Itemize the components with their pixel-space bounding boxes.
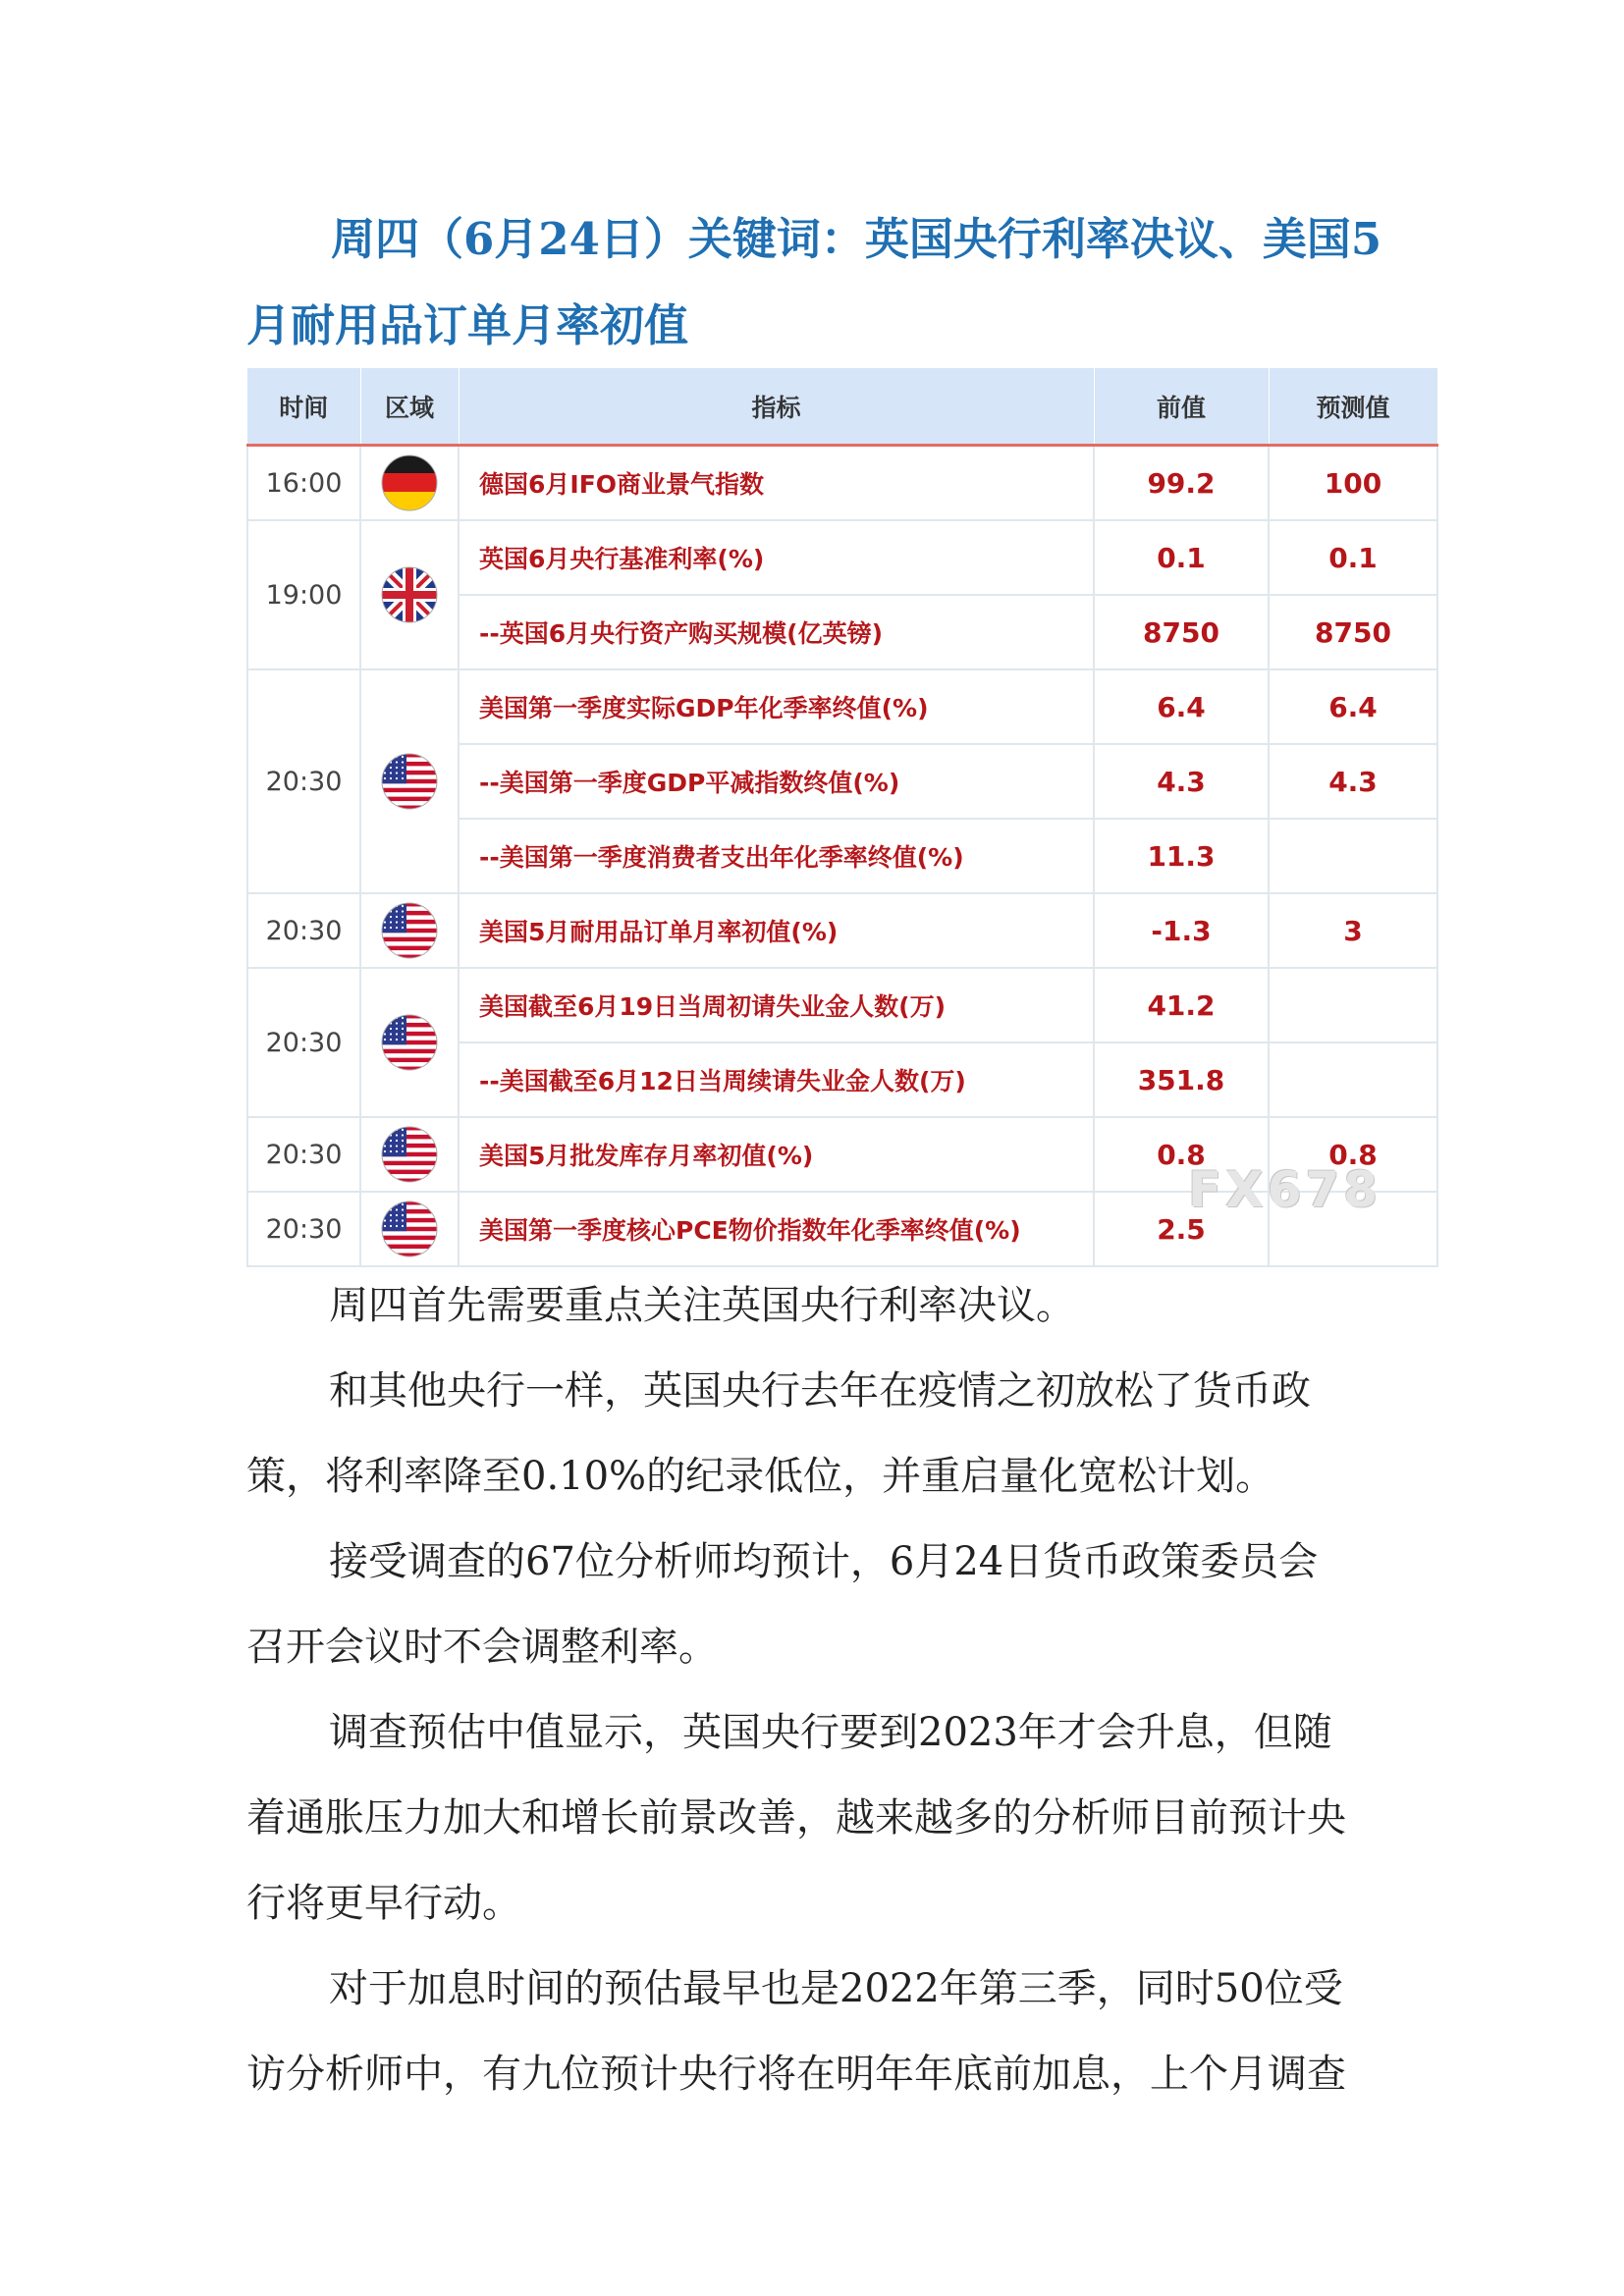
article-heading xyxy=(246,196,1385,369)
paragraph: 和其他央行一样，英国央行去年在疫情之初放松了货币政 策，将利率降至0.10%的纪录低位，并重启量化宽松计划。 xyxy=(246,1368,1311,1499)
previous-value-cell: 4.3 xyxy=(1094,744,1269,819)
forecast-value-cell xyxy=(1269,968,1437,1042)
forecast-value-cell xyxy=(1269,1042,1437,1117)
article-body xyxy=(246,1263,1385,2117)
previous-value-cell: 6.4 xyxy=(1094,669,1269,744)
previous-value-cell: 11.3 xyxy=(1094,819,1269,893)
header-indicator: 指标 xyxy=(459,368,1094,446)
time-cell: 20:30 xyxy=(247,893,360,968)
us-flag-icon xyxy=(381,1201,438,1257)
time-cell: 20:30 xyxy=(247,1117,360,1192)
previous-value-cell: 41.2 xyxy=(1094,968,1269,1042)
us-flag-icon xyxy=(381,753,438,810)
time-cell: 20:30 xyxy=(247,669,360,893)
table-row xyxy=(247,446,1437,521)
paragraph: 接受调查的67位分析师均预计，6月24日货币政策委员会 召开会议时不会调整利率。 xyxy=(246,1539,1319,1670)
region-cell xyxy=(360,446,459,521)
indicator-cell: --美国第一季度消费者支出年化季率终值(%) xyxy=(459,819,1094,893)
forecast-value-cell: 8750 xyxy=(1269,595,1437,669)
us-flag-icon xyxy=(381,1014,438,1071)
region-cell xyxy=(360,1192,459,1266)
heading-line-2: 月耐用品订单月率初值 xyxy=(246,299,689,351)
previous-value-cell: 99.2 xyxy=(1094,446,1269,521)
indicator-cell: 美国第一季度实际GDP年化季率终值(%) xyxy=(459,669,1094,744)
time-cell: 16:00 xyxy=(247,446,360,521)
heading-line-1: 周四（6月24日）关键词：英国央行利率决议、美国5 xyxy=(331,213,1382,265)
indicator-cell: 美国截至6月19日当周初请失业金人数(万) xyxy=(459,968,1094,1042)
table-header-row xyxy=(247,368,1437,446)
indicator-cell: --美国第一季度GDP平减指数终值(%) xyxy=(459,744,1094,819)
forecast-value-cell: 6.4 xyxy=(1269,669,1437,744)
table-row xyxy=(247,520,1437,595)
economic-calendar-table xyxy=(246,368,1438,1267)
region-cell xyxy=(360,520,459,669)
paragraph: 对于加息时间的预估最早也是2022年第三季，同时50位受 访分析师中，有九位预计央行将在明年年底前加息，上个月调查 xyxy=(246,1966,1346,2097)
region-cell xyxy=(360,669,459,893)
forecast-value-cell: 0.1 xyxy=(1269,520,1437,595)
indicator-cell: --美国截至6月12日当周续请失业金人数(万) xyxy=(459,1042,1094,1117)
forecast-value-cell: 3 xyxy=(1269,893,1437,968)
forecast-value-cell xyxy=(1269,819,1437,893)
indicator-cell: 德国6月IFO商业景气指数 xyxy=(459,446,1094,521)
indicator-cell: 英国6月央行基准利率(%) xyxy=(459,520,1094,595)
region-cell xyxy=(360,1117,459,1192)
previous-value-cell: 351.8 xyxy=(1094,1042,1269,1117)
header-time: 时间 xyxy=(247,368,360,446)
time-cell: 19:00 xyxy=(247,520,360,669)
previous-value-cell: 2.5 xyxy=(1094,1192,1269,1266)
table-row xyxy=(247,669,1437,744)
previous-value-cell: -1.3 xyxy=(1094,893,1269,968)
table-row xyxy=(247,968,1437,1042)
header-forecast: 预测值 xyxy=(1269,368,1437,446)
paragraph: 周四首先需要重点关注英国央行利率决议。 xyxy=(329,1283,1075,1328)
header-previous: 前值 xyxy=(1094,368,1269,446)
forecast-value-cell: 100 xyxy=(1269,446,1437,521)
forecast-value-cell: 4.3 xyxy=(1269,744,1437,819)
indicator-cell: --英国6月央行资产购买规模(亿英镑) xyxy=(459,595,1094,669)
paragraph: 调查预估中值显示，英国央行要到2023年才会升息，但随 着通胀压力加大和增长前景改善，越来越多的分析师目前预计央 行将更早行动。 xyxy=(246,1710,1346,1926)
indicator-cell: 美国5月耐用品订单月率初值(%) xyxy=(459,893,1094,968)
indicator-cell: 美国5月批发库存月率初值(%) xyxy=(459,1117,1094,1192)
us-flag-icon xyxy=(381,902,438,959)
table-row xyxy=(247,893,1437,968)
indicator-cell: 美国第一季度核心PCE物价指数年化季率终值(%) xyxy=(459,1192,1094,1266)
time-cell: 20:30 xyxy=(247,968,360,1117)
fx678-watermark: FX678 xyxy=(1188,1161,1382,1218)
previous-value-cell: 0.8 xyxy=(1094,1117,1269,1192)
us-flag-icon xyxy=(381,1126,438,1183)
previous-value-cell: 8750 xyxy=(1094,595,1269,669)
germany-flag-icon xyxy=(381,454,438,511)
region-cell xyxy=(360,968,459,1117)
header-region: 区域 xyxy=(360,368,459,446)
region-cell xyxy=(360,893,459,968)
uk-flag-icon xyxy=(381,566,438,623)
previous-value-cell: 0.1 xyxy=(1094,520,1269,595)
forecast-value-cell: 0.8 xyxy=(1269,1117,1437,1192)
time-cell: 20:30 xyxy=(247,1192,360,1266)
